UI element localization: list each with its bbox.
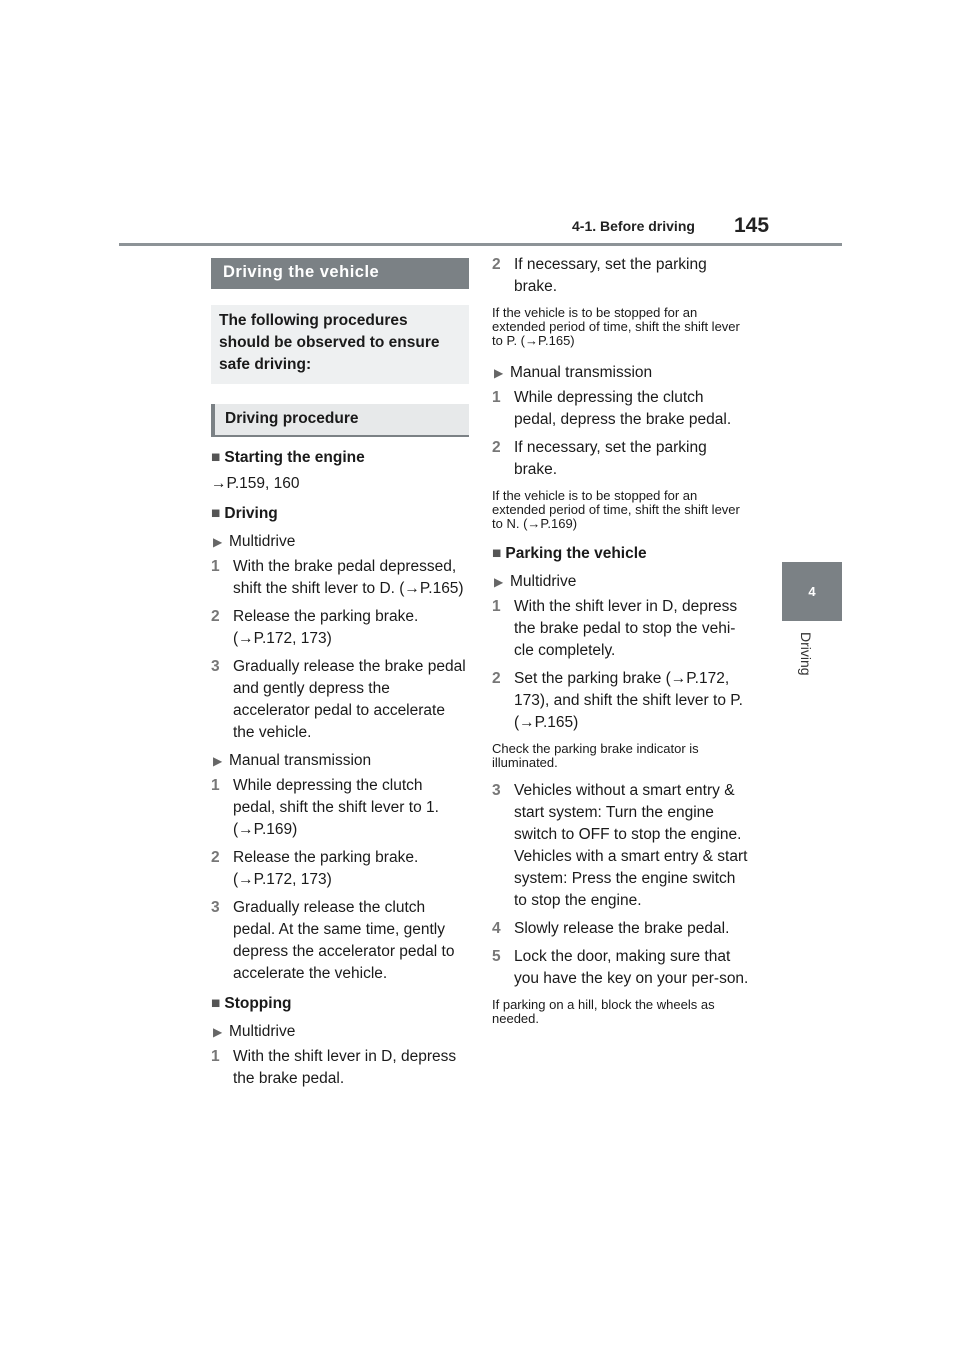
square-bullet-icon: ■ [211, 449, 221, 466]
square-bullet-icon: ■ [211, 505, 221, 522]
subtopic-manual-transmission: ▶ Manual transmission [211, 750, 469, 772]
subtopic-manual-transmission: ▶ Manual transmission [492, 362, 750, 384]
left-column [211, 258, 469, 1090]
triangle-bullet-icon: ▶ [213, 1025, 223, 1039]
step: 1 While depressing the clutch pedal, depress the brake pedal. [492, 389, 732, 428]
triangle-bullet-icon: ▶ [213, 535, 223, 549]
chapter-number: 4 [808, 584, 816, 599]
step: 4 Slowly release the brake pedal. [492, 920, 730, 937]
intro-box: The following procedures should be observed to ensure safe driving: [211, 305, 469, 384]
step: 2 If necessary, set the parking brake. [492, 256, 707, 295]
topic-parking: ■ Parking the vehicle [492, 545, 647, 562]
topic-driving: ■ Driving [211, 505, 278, 522]
topic-starting-engine: ■ Starting the engine [211, 449, 365, 466]
step: 2 Set the parking brake (→P.172, 173), and shift the shift lever to P. (→P.165) [492, 670, 743, 731]
note: If the vehicle is to be stopped for an extended period of time, shift the shift lever to P. (→P.165) [492, 305, 740, 348]
section-title: 4-1. Before driving [572, 218, 695, 234]
triangle-bullet-icon: ▶ [213, 754, 223, 768]
step: 5 Lock the door, making sure that you have the key on your per-son. [492, 948, 749, 987]
subtopic-multidrive: ▶ Multidrive [492, 571, 750, 593]
note: Check the parking brake indicator is illuminated. [492, 741, 699, 770]
subtopic-multidrive: ▶ Multidrive [211, 1021, 469, 1043]
step: 1 While depressing the clutch pedal, shift the shift lever to 1. (→P.169) [211, 777, 439, 838]
step: 1 With the brake pedal depressed, shift the shift lever to D. (→P.165) [211, 558, 464, 597]
step: 1 With the shift lever in D, depress the brake pedal to stop the vehi-cle completely. [492, 598, 738, 659]
step: 3 Vehicles without a smart entry & start system: Turn the engine switch to OFF to stop the engine. Vehicles with a smart entry & start system: Press the engine switch to stop the engine. [492, 780, 750, 912]
page-reference: →P.159, 160 [211, 475, 300, 492]
step: 1 With the shift lever in D, depress the brake pedal. [211, 1048, 457, 1087]
step: 2 If necessary, set the parking brake. [492, 439, 707, 478]
right-column [492, 254, 750, 1026]
topic-stopping: ■ Stopping [211, 995, 292, 1012]
note: If the vehicle is to be stopped for an extended period of time, shift the shift lever to N. (→P.169) [492, 488, 740, 531]
section-heading: Driving the vehicle [211, 258, 469, 289]
step: 3 Gradually release the clutch pedal. At the same time, gently depress the accelerator pedal to accelerate the vehicle. [211, 899, 455, 982]
triangle-bullet-icon: ▶ [494, 366, 504, 380]
triangle-bullet-icon: ▶ [494, 575, 504, 589]
step-text-without-smart-entry: Vehicles without a smart entry & start system: Turn the engine switch to OFF to stop the engine. [514, 782, 742, 843]
chapter-label: Driving [798, 632, 814, 676]
subtopic-multidrive: ▶ Multidrive [211, 531, 469, 553]
step: 3 Gradually release the brake pedal and gently depress the accelerator pedal to accelerate the vehicle. [211, 658, 466, 741]
step-text-with-smart-entry: Vehicles with a smart entry & start system: Press the engine switch to stop the engine. [514, 848, 748, 909]
square-bullet-icon: ■ [492, 545, 502, 562]
step: 2 Release the parking brake. (→P.172, 173) [211, 849, 419, 888]
note: If parking on a hill, block the wheels as needed. [492, 997, 715, 1026]
chapter-tab[interactable] [782, 562, 842, 621]
square-bullet-icon: ■ [211, 995, 221, 1012]
header-divider [119, 243, 842, 246]
page-number: 145 [734, 214, 770, 237]
step: 2 Release the parking brake. (→P.172, 173) [211, 608, 419, 647]
sub-heading: Driving procedure [211, 404, 469, 437]
